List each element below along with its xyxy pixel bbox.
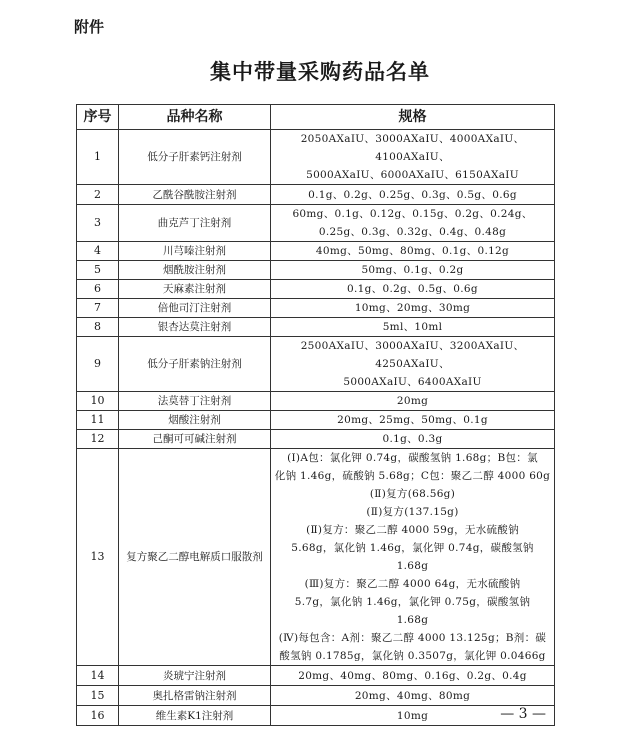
drug-name: 维生素K1注射剂 <box>119 706 271 726</box>
drug-name: 曲克芦丁注射剂 <box>119 205 271 242</box>
spec-line: 40mg、50mg、80mg、0.1g、0.12g <box>315 245 510 257</box>
table-row <box>77 130 555 185</box>
table-row <box>77 706 555 726</box>
page-number: — 3 — <box>500 706 546 722</box>
table-body <box>77 130 555 726</box>
table-row <box>77 242 555 261</box>
row-number: 1 <box>77 130 119 185</box>
drug-spec <box>271 666 555 686</box>
drug-spec <box>271 130 555 185</box>
row-number: 6 <box>77 280 119 299</box>
drug-name: 低分子肝素钙注射剂 <box>119 130 271 185</box>
spec-line: 50mg、0.1g、0.2g <box>361 264 464 276</box>
spec-line: 0.25g、0.3g、0.32g、0.4g、0.48g <box>318 226 507 238</box>
row-number: 3 <box>77 205 119 242</box>
row-number: 12 <box>77 430 119 449</box>
table-row <box>77 299 555 318</box>
drug-name: 己酮可可碱注射剂 <box>119 430 271 449</box>
spec-line: (Ⅱ)复方(68.56g) <box>369 488 456 500</box>
spec-line: 5000AXaIU、6000AXaIU、6150AXaIU <box>306 169 519 181</box>
header-no: 序号 <box>77 105 119 130</box>
table-row <box>77 261 555 280</box>
spec-line: 20mg <box>396 395 429 407</box>
spec-line: 0.1g、0.2g、0.5g、0.6g <box>347 283 478 295</box>
spec-line: 5.68g，氯化钠 1.46g，氯化钾 0.74g，碳酸氢钠 <box>291 542 534 554</box>
spec-line: 化钠 1.46g，硫酸钠 5.68g；C包：聚乙二醇 4000 60g <box>274 470 551 482</box>
drug-spec <box>271 411 555 430</box>
drug-spec <box>271 337 555 392</box>
row-number: 13 <box>77 449 119 666</box>
spec-line: 2500AXaIU、3000AXaIU、3200AXaIU、4250AXaIU、 <box>300 340 525 370</box>
drug-spec <box>271 430 555 449</box>
drug-name: 复方聚乙二醇电解质口服散剂 <box>119 449 271 666</box>
spec-line: 2050AXaIU、3000AXaIU、4000AXaIU、4100AXaIU、 <box>300 133 525 163</box>
spec-line: 5000AXaIU、6400AXaIU <box>343 376 482 388</box>
spec-line: 60mg、0.1g、0.12g、0.15g、0.2g、0.24g、 <box>292 208 533 220</box>
spec-line: 10mg <box>396 709 429 722</box>
drug-name: 奥扎格雷钠注射剂 <box>119 686 271 706</box>
table-row <box>77 392 555 411</box>
table-row <box>77 449 555 666</box>
row-number: 2 <box>77 185 119 205</box>
spec-line: 5.7g，氯化钠 1.46g，氯化钾 0.75g，碳酸氢钠 <box>294 596 531 608</box>
table-row <box>77 666 555 686</box>
drug-name: 低分子肝素钠注射剂 <box>119 337 271 392</box>
drug-spec <box>271 686 555 706</box>
spec-line: 酸氢钠 0.1785g，氯化钠 0.3507g，氯化钾 0.0466g <box>279 650 546 662</box>
spec-line: 0.1g、0.3g <box>382 433 443 445</box>
spec-line: 1.68g <box>396 560 429 572</box>
row-number: 4 <box>77 242 119 261</box>
table-header-row <box>77 105 555 130</box>
table-row <box>77 318 555 337</box>
row-number: 15 <box>77 686 119 706</box>
drug-spec <box>271 280 555 299</box>
drug-name: 烟酸注射剂 <box>119 411 271 430</box>
page-title: 集中带量采购药品名单 <box>210 60 430 84</box>
drug-spec <box>271 392 555 411</box>
attachment-label: 附件 <box>74 18 105 36</box>
spec-line: (Ⅲ)复方：聚乙二醇 4000 64g，无水硫酸钠 <box>304 578 521 590</box>
table-row <box>77 280 555 299</box>
spec-line: (Ⅱ)复方：聚乙二醇 4000 59g，无水硫酸钠 <box>306 524 519 536</box>
row-number: 11 <box>77 411 119 430</box>
drug-spec <box>271 185 555 205</box>
drug-name: 烟酰胺注射剂 <box>119 261 271 280</box>
table-row <box>77 686 555 706</box>
row-number: 8 <box>77 318 119 337</box>
table-row <box>77 205 555 242</box>
spec-line: 10mg、20mg、30mg <box>354 302 471 314</box>
header-spec: 规格 <box>271 105 555 130</box>
drug-name: 法莫替丁注射剂 <box>119 392 271 411</box>
row-number: 14 <box>77 666 119 686</box>
drug-spec <box>271 449 555 666</box>
drug-spec <box>271 261 555 280</box>
spec-line: 1.68g <box>396 614 429 626</box>
drug-name: 倍他司汀注射剂 <box>119 299 271 318</box>
drug-spec <box>271 318 555 337</box>
row-number: 16 <box>77 706 119 726</box>
table-row <box>77 185 555 205</box>
drug-name: 川芎嗪注射剂 <box>119 242 271 261</box>
table-row <box>77 337 555 392</box>
drug-name: 炎琥宁注射剂 <box>119 666 271 686</box>
spec-line: 5ml、10ml <box>382 321 443 333</box>
spec-line: (Ⅳ)每包含：A剂：聚乙二醇 4000 13.125g；B剂：碳 <box>278 632 547 644</box>
row-number: 7 <box>77 299 119 318</box>
drug-name: 天麻素注射剂 <box>119 280 271 299</box>
drug-spec <box>271 205 555 242</box>
spec-line: 20mg、25mg、50mg、0.1g <box>337 414 488 426</box>
drug-spec <box>271 242 555 261</box>
spec-line: 20mg、40mg、80mg <box>354 689 471 702</box>
drug-spec <box>271 299 555 318</box>
drug-name: 乙酰谷酰胺注射剂 <box>119 185 271 205</box>
row-number: 10 <box>77 392 119 411</box>
drug-name: 银杏达莫注射剂 <box>119 318 271 337</box>
row-number: 5 <box>77 261 119 280</box>
spec-line: (Ⅰ)A包：氯化钾 0.74g，碳酸氢钠 1.68g；B包：氯 <box>287 452 538 464</box>
spec-line: 20mg、40mg、80mg、0.16g、0.2g、0.4g <box>298 669 527 682</box>
table-row <box>77 411 555 430</box>
header-name: 品种名称 <box>119 105 271 130</box>
row-number: 9 <box>77 337 119 392</box>
spec-line: 0.1g、0.2g、0.25g、0.3g、0.5g、0.6g <box>308 188 517 201</box>
spec-line: (Ⅱ)复方(137.15g) <box>366 506 459 518</box>
table-row <box>77 430 555 449</box>
drug-list-table <box>76 104 555 726</box>
